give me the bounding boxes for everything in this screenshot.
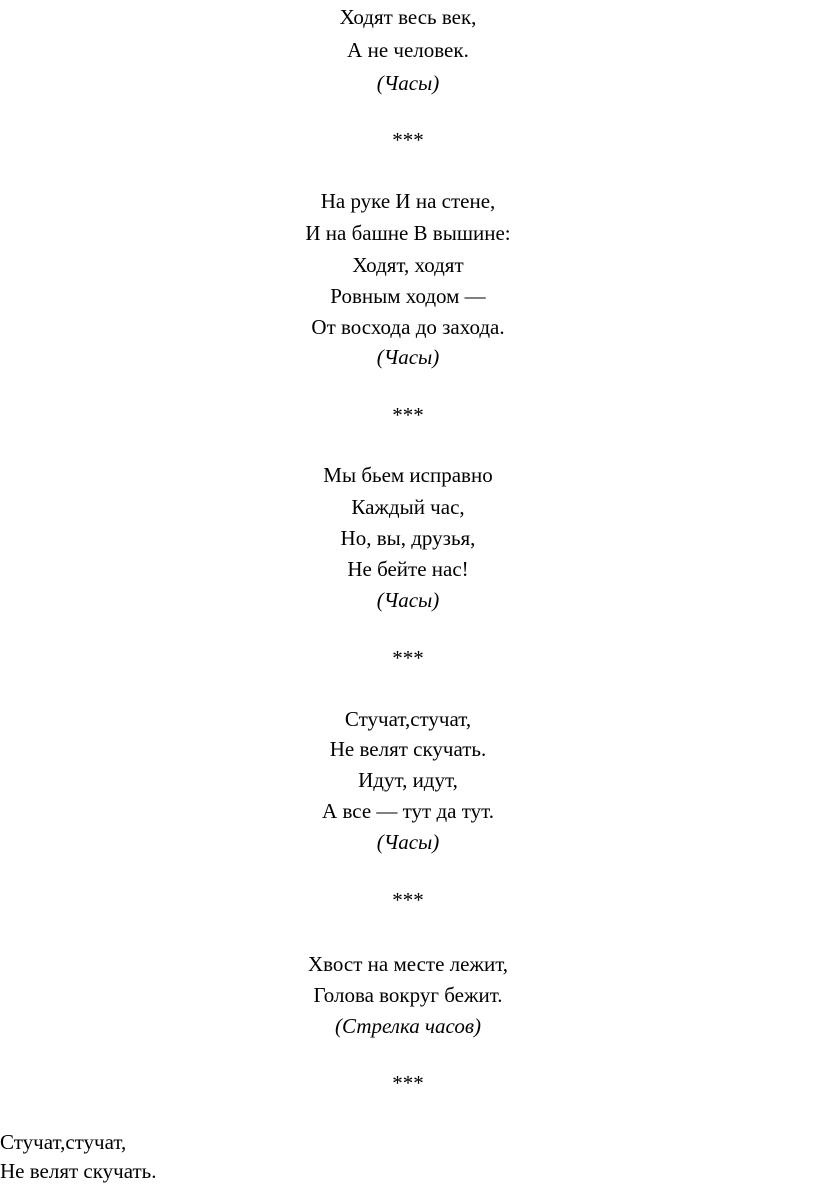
trailing-line-2: Не велят скучать. (0, 1159, 157, 1183)
riddle-2-line-1: На руке И на стене, (320, 189, 496, 213)
riddle-4-line-2: Не велят скучать. (329, 737, 487, 761)
riddle-2-separator: *** (392, 403, 424, 427)
riddle-2-line-2: И на башне В вышине: (305, 221, 511, 245)
riddle-3-separator: *** (392, 646, 424, 670)
riddle-3-line-2: Каждый час, (351, 495, 465, 519)
riddle-3-line-3: Но, вы, друзья, (340, 526, 476, 550)
riddle-4-answer: (Часы) (376, 830, 440, 854)
trailing-line-1: Стучат,стучат, (0, 1130, 127, 1154)
riddle-2-line-5: От восхода до захода. (311, 315, 505, 339)
riddle-1-line-2: А не человек. (347, 38, 469, 62)
riddle-1-line-1: Ходят весь век, (339, 5, 477, 29)
riddle-2-line-3: Ходят, ходят (352, 253, 464, 277)
riddle-4-line-1: Стучат,стучат, (344, 707, 472, 731)
riddle-4-line-4: А все — тут да тут. (322, 799, 494, 823)
riddle-4-line-3: Идут, идут, (358, 768, 458, 792)
riddle-4-separator: *** (392, 888, 424, 912)
riddle-2-line-4: Ровным ходом — (330, 284, 486, 308)
riddle-5-line-1: Хвост на месте лежит, (307, 952, 509, 976)
riddle-5-answer: (Стрелка часов) (335, 1014, 481, 1038)
riddle-1-answer: (Часы) (376, 71, 440, 95)
riddle-3-line-1: Мы бьем исправно (323, 463, 493, 487)
riddle-2-answer: (Часы) (376, 345, 440, 369)
riddle-3-answer: (Часы) (376, 588, 440, 612)
riddle-5-line-2: Голова вокруг бежит. (313, 983, 503, 1007)
riddle-1-separator: *** (392, 128, 424, 152)
riddle-3-line-4: Не бейте нас! (347, 557, 469, 581)
riddle-5-separator: *** (392, 1071, 424, 1095)
